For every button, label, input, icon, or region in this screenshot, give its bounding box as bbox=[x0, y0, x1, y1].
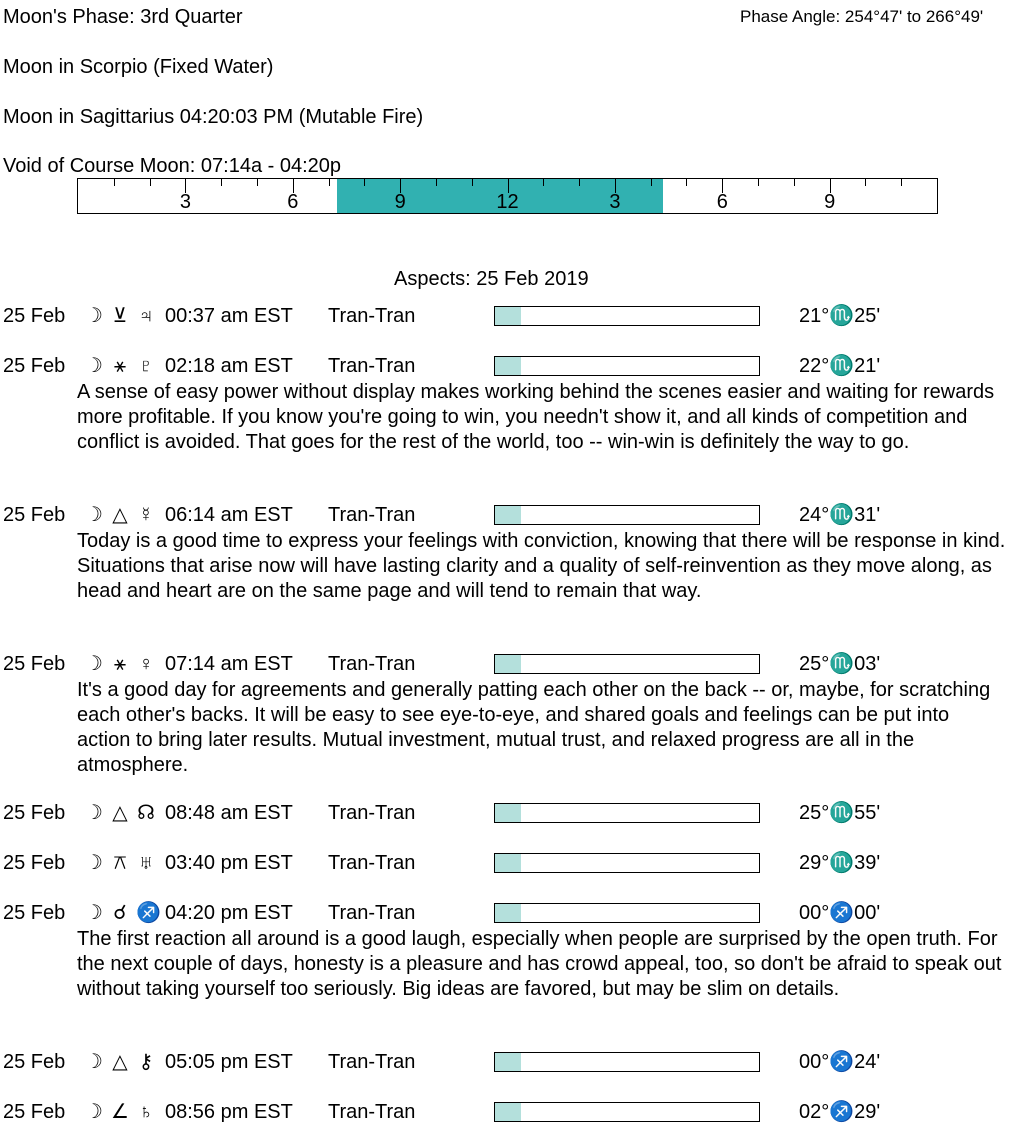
planet-glyph-icon: ☊ bbox=[137, 802, 155, 824]
aspect-glyph-icon: ☌ bbox=[113, 902, 127, 924]
moon-glyph-icon: ☽ bbox=[85, 852, 103, 874]
timeline-tick bbox=[329, 179, 330, 186]
aspect-row bbox=[0, 503, 1033, 527]
aspect-strength-bar bbox=[494, 356, 760, 376]
aspect-strength-bar bbox=[494, 654, 760, 674]
moon-glyph-icon: ☽ bbox=[85, 1101, 103, 1123]
planet-glyph-icon: ♃ bbox=[138, 305, 154, 327]
timeline-tick bbox=[758, 179, 759, 186]
aspect-time: 07:14 am EST bbox=[165, 653, 293, 675]
aspect-position: 00°♐24' bbox=[799, 1051, 881, 1073]
aspect-date: 25 Feb bbox=[3, 802, 66, 824]
timeline-tick bbox=[865, 179, 866, 186]
aspect-strength-bar bbox=[494, 505, 760, 525]
moon-glyph-icon: ☽ bbox=[85, 305, 103, 327]
aspect-time: 08:48 am EST bbox=[165, 802, 293, 824]
void-of-course: Void of Course Moon: 07:14a - 04:20p bbox=[3, 155, 342, 177]
timeline-hour-label: 6 bbox=[287, 191, 299, 213]
aspect-strength-fill bbox=[495, 307, 521, 325]
timeline-hour-label: 3 bbox=[609, 191, 621, 213]
timeline-hour-label: 12 bbox=[496, 191, 519, 213]
aspect-position: 00°♐00' bbox=[799, 902, 881, 924]
phase-angle: Phase Angle: 254°47' to 266°49' bbox=[740, 7, 984, 26]
aspect-strength-fill bbox=[495, 655, 521, 673]
moon-glyph-icon: ☽ bbox=[85, 1051, 103, 1073]
aspects-title: Aspects: 25 Feb 2019 bbox=[394, 268, 589, 290]
aspect-date: 25 Feb bbox=[3, 852, 66, 874]
timeline-tick bbox=[436, 179, 437, 186]
aspect-glyph-icon: ⊻ bbox=[112, 305, 128, 327]
aspect-row bbox=[0, 1100, 1033, 1124]
timeline-tick bbox=[472, 179, 473, 186]
timeline-tick bbox=[150, 179, 151, 186]
aspect-date: 25 Feb bbox=[3, 305, 66, 327]
aspect-time: 04:20 pm EST bbox=[165, 902, 293, 924]
aspect-strength-fill bbox=[495, 357, 521, 375]
aspect-strength-fill bbox=[495, 1103, 521, 1121]
aspect-date: 25 Feb bbox=[3, 653, 66, 675]
timeline-tick bbox=[114, 179, 115, 186]
timeline-tick bbox=[901, 179, 902, 186]
aspect-date: 25 Feb bbox=[3, 1101, 66, 1123]
aspect-date: 25 Feb bbox=[3, 504, 66, 526]
aspect-date: 25 Feb bbox=[3, 1051, 66, 1073]
timeline-hour-label: 6 bbox=[716, 191, 728, 213]
planet-glyph-icon: ♀ bbox=[138, 653, 154, 675]
aspect-glyph-icon: △ bbox=[112, 802, 128, 824]
aspect-type: Tran-Tran bbox=[328, 504, 416, 526]
moon-glyph-icon: ☽ bbox=[85, 355, 103, 377]
timeline-tick bbox=[257, 179, 258, 186]
aspect-glyph-icon: △ bbox=[112, 1051, 128, 1073]
aspect-time: 06:14 am EST bbox=[165, 504, 293, 526]
aspect-position: 29°♏39' bbox=[799, 852, 881, 874]
moon-phase: Moon's Phase: 3rd Quarter bbox=[3, 6, 243, 28]
timeline-hour-label: 9 bbox=[824, 191, 836, 213]
timeline-tick bbox=[364, 179, 365, 186]
aspect-type: Tran-Tran bbox=[328, 852, 416, 874]
timeline-tick bbox=[221, 179, 222, 186]
aspect-glyph-icon: ⚹ bbox=[114, 653, 126, 675]
aspect-type: Tran-Tran bbox=[328, 902, 416, 924]
aspect-row bbox=[0, 304, 1033, 328]
timeline-hour-label: 9 bbox=[394, 191, 406, 213]
aspect-interpretation: The first reaction all around is a good laugh, especially when people are surprised by the open truth. For the next couple of days, honesty is a pleasure and has crowd appeal, too, so don't be afraid to speak out without taking yourself too seriously. Big ideas are favored, but may be slim on details. bbox=[77, 928, 1002, 1000]
timeline-tick bbox=[651, 179, 652, 186]
aspect-position: 22°♏21' bbox=[799, 355, 881, 377]
aspect-time: 05:05 pm EST bbox=[165, 1051, 293, 1073]
aspect-row bbox=[0, 1050, 1033, 1074]
aspect-strength-fill bbox=[495, 506, 521, 524]
aspect-time: 03:40 pm EST bbox=[165, 852, 293, 874]
moon-glyph-icon: ☽ bbox=[85, 902, 103, 924]
aspect-strength-bar bbox=[494, 306, 760, 326]
aspect-time: 02:18 am EST bbox=[165, 355, 293, 377]
planet-glyph-icon: ♄ bbox=[138, 1101, 154, 1123]
planet-glyph-icon: ♐ bbox=[136, 902, 161, 924]
aspect-glyph-icon: △ bbox=[112, 504, 128, 526]
timeline-hour-label: 3 bbox=[179, 191, 191, 213]
aspect-time: 08:56 pm EST bbox=[165, 1101, 293, 1123]
aspect-row bbox=[0, 851, 1033, 875]
timeline-tick bbox=[686, 179, 687, 186]
aspect-strength-bar bbox=[494, 903, 760, 923]
timeline-tick bbox=[579, 179, 580, 186]
aspect-glyph-icon: ∠ bbox=[111, 1101, 129, 1123]
moon-glyph-icon: ☽ bbox=[85, 504, 103, 526]
planet-glyph-icon: ♅ bbox=[138, 852, 154, 874]
moon-sign: Moon in Scorpio (Fixed Water) bbox=[3, 56, 274, 78]
moon-glyph-icon: ☽ bbox=[85, 802, 103, 824]
aspect-glyph-icon: ⚻ bbox=[113, 852, 127, 874]
aspect-row bbox=[0, 901, 1033, 925]
aspect-type: Tran-Tran bbox=[328, 1051, 416, 1073]
aspect-strength-bar bbox=[494, 1102, 760, 1122]
aspect-position: 02°♐29' bbox=[799, 1101, 881, 1123]
timeline-tick bbox=[794, 179, 795, 186]
aspect-interpretation: Today is a good time to express your feelings with conviction, knowing that there will be response in kind. Situations that arise now will have lasting clarity and a quality of self-reinvention as they move along, as head and heart are on the same page and will tend to remain that way. bbox=[77, 530, 1006, 602]
aspect-type: Tran-Tran bbox=[328, 802, 416, 824]
aspect-strength-bar bbox=[494, 803, 760, 823]
aspect-row bbox=[0, 801, 1033, 825]
aspect-time: 00:37 am EST bbox=[165, 305, 293, 327]
aspect-position: 24°♏31' bbox=[799, 504, 881, 526]
aspect-strength-fill bbox=[495, 804, 521, 822]
aspect-strength-bar bbox=[494, 853, 760, 873]
aspect-strength-fill bbox=[495, 904, 521, 922]
aspect-position: 25°♏03' bbox=[799, 653, 881, 675]
aspect-date: 25 Feb bbox=[3, 902, 66, 924]
moon-ingress: Moon in Sagittarius 04:20:03 PM (Mutable Fire) bbox=[3, 106, 424, 128]
aspect-position: 25°♏55' bbox=[799, 802, 881, 824]
aspect-glyph-icon: ⚹ bbox=[114, 355, 126, 377]
planet-glyph-icon: ⚷ bbox=[138, 1051, 154, 1073]
moon-glyph-icon: ☽ bbox=[85, 653, 103, 675]
aspect-type: Tran-Tran bbox=[328, 305, 416, 327]
aspect-strength-fill bbox=[495, 1053, 521, 1071]
aspect-strength-fill bbox=[495, 854, 521, 872]
aspect-type: Tran-Tran bbox=[328, 1101, 416, 1123]
aspect-interpretation: A sense of easy power without display makes working behind the scenes easier and waiting for rewards more profitable. If you know you're going to win, you needn't show it, and all kinds of competition and conflict is avoided. That goes for the rest of the world, too -- win-win is definitely the way to go. bbox=[77, 381, 995, 453]
aspect-type: Tran-Tran bbox=[328, 653, 416, 675]
timeline-tick bbox=[543, 179, 544, 186]
aspect-row bbox=[0, 652, 1033, 676]
aspect-date: 25 Feb bbox=[3, 355, 66, 377]
planet-glyph-icon: ♇ bbox=[138, 355, 154, 377]
planet-glyph-icon: ☿ bbox=[138, 504, 154, 526]
void-of-course-timeline bbox=[77, 178, 938, 214]
aspect-interpretation: It's a good day for agreements and generally patting each other on the back -- or, maybe, for scratching each other's backs. It will be easy to see eye-to-eye, and shared goals and feelings can be put into action to bring later results. Mutual investment, mutual trust, and relaxed progress are all in the atmosphere. bbox=[77, 679, 991, 776]
aspect-position: 21°♏25' bbox=[799, 305, 881, 327]
aspect-strength-bar bbox=[494, 1052, 760, 1072]
aspect-type: Tran-Tran bbox=[328, 355, 416, 377]
aspect-row bbox=[0, 354, 1033, 378]
